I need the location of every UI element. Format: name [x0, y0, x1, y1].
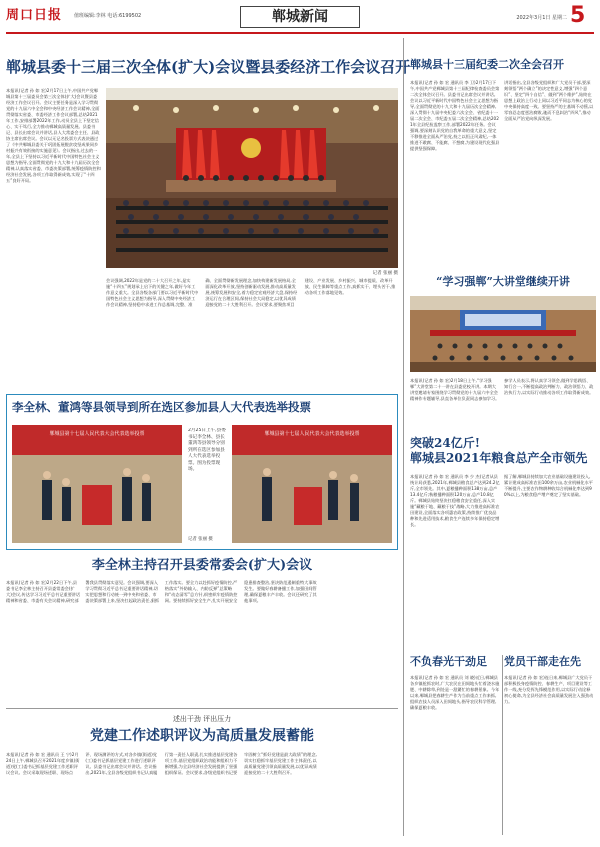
article4-body: 本报讯(记者 孙 如 宏 通讯员 李 少 杰)记者从县统计局获悉,2021年,郸城县粮食总产达到24.2亿斤,全市领先。其中,夏粮播种面积138万亩,总产13.4亿斤;秋粮播种面积120万亩,总产10.8亿斤。郸城县始终坚决扛稳粮食安全重任,深入实施“藏粮于地、藏粮于技”战略,大力推进高标准农田建设,全面落实各项惠农政策,持续推广优良品种和先进适用技术,粮食生产连续多年保持稳定增长。 [410, 474, 500, 527]
voting-scene-illustration-2 [232, 425, 392, 543]
article9-headline: 党建工作述职评议为高质量发展蓄能 [90, 728, 314, 744]
article4-headline-line2: 郸城县2021年粮食总产全市领先 [410, 451, 588, 465]
article6-headline: 李全林主持召开县委常委会(扩大)会议 [91, 558, 313, 573]
article4-headline-line1: 突破24亿斤! [410, 436, 480, 450]
newspaper-logo: 周口日报 [6, 8, 63, 23]
article7-headline: 不负春光干劲足 [410, 655, 487, 668]
column-divider-small [502, 655, 503, 835]
article1-headline: 郸城县委十三届三次全体(扩大)会议暨县委经济工作会议召开 [6, 58, 411, 76]
article5-photo2 [232, 425, 392, 543]
meeting-hall-illustration [106, 88, 398, 268]
page-number: 5 [570, 3, 586, 28]
article3-body: 本报讯(记者 孙 如 宏)2月18日上午,“学习强郸”大讲堂第二十一讲在县委党校开讲。本期大讲堂邀请专家围绕学习贯彻党的十九届六中全会精神作专题辅导,县直各单位负责同志参加学习。 [410, 378, 500, 401]
article4-body-continued: 据了解,郸城县持续加大农业基础设施建设投入,累计建成高标准农田100余万亩,农业机械化水平不断提升,主要农作物耕种收综合机械化率达到90%以上,为粮食稳产增产奠定了坚实基础。 [504, 474, 593, 497]
article6-body: 本报讯(记者 孙 如 宏)2月22日下午,县委书记李全林主持召开县委常委会(扩大)会议,传达学习习近平总书记重要讲话精神和省委、市委有关会议精神,研究部署我县贯彻落实意见。会议强调,要深入学习贯彻习近平总书记重要讲话精神,切实把思想和行动统一到中央和省委、市委决策部署上来,坚决扛起政治责任,狠抓工作落实。要全力以赴抓好疫情防控,严格落实“外防输入、内防反弹”总策略和“动态清零”总方针,织密织牢疫情防控网。要持续抓好安全生产,扎实开展安全隐患排查整治,坚决防范遏制重特大事故发生。要做好春耕备播工作,加强田间管理,确保夏粮丰产丰收。会议还研究了其他事项。 [6, 580, 317, 603]
masthead-date: 2022年3月1日 星期二 [516, 15, 567, 21]
article5-photo1-banner: 郸城县第十七届人民代表大会代表选举投票 [49, 431, 145, 437]
column-divider [403, 38, 404, 836]
lecture-hall-illustration [410, 296, 596, 372]
article2-headline: 郸城县十三届纪委二次全会召开 [410, 58, 564, 71]
article1-body-continued: 会议强调,2022年是党的二十大召开之年,是实施“十四五”规划承上启下的关键之年,做好今年工作意义重大。全县各级各部门要以习近平新时代中国特色社会主义思想为指导,深入贯彻中央经济工作会议精神,坚持稳中求进工作总基调,完整、准确、全面贯彻新发展理念,加快构建新发展格局,全面深化改革开放,坚持创新驱动发展,推动高质量发展,统筹发展和安全,着力稳定宏观经济大盘,保持经济运行在合理区间,保持社会大局稳定,以优异成绩迎接党的二十大胜利召开。会议要求,要聚焦项目建设、产业发展、乡村振兴、城市提质、改革开放、民生保障等重点工作,真抓实干、埋头苦干,推动各项工作落地见效。 [106, 278, 396, 307]
section-divider [6, 708, 398, 709]
article8-body: 本报讯(记者 孙 如 宏)连日来,郸城县广大党员干部积极投身疫情防控、春耕生产、项目建设等工作一线,充分发挥先锋模范作用,以实际行动诠释初心使命,为全县经济社会高质量发展注入强劲动力。 [504, 675, 594, 704]
article2-body: 本报讯(记者 孙 如 宏 通讯员 李 卫)2月17日下午,中国共产党郸城县第十三届纪律检查委员会第二次全体会议召开。县委书记出席会议并讲话。会议以习近平新时代中国特色社会主义思想为指导,全面贯彻党的十九大和十九届历次全会精神,深入贯彻十九届中央纪委六次全会、省纪委十一届二次全会、市纪委五届二次全会精神,总结2021年全县纪检监察工作,部署2022年任务。会议强调,要深刻认识党的自我革命的重大意义,坚定不移推进全面从严治党,持之以恒正风肃纪,一体推进不敢腐、不能腐、不想腐,为建设现代化强县提供坚强保障。 [410, 80, 500, 151]
article5-headline: 李全林、董鸿等县领导到所在选区参加县人大代表选举投票 [12, 400, 311, 414]
section-title: 郸城新闻 [240, 6, 360, 28]
voting-scene-illustration [12, 425, 182, 543]
masthead-editor-info: 值班编辑:李林 电话:6199502 [74, 13, 142, 19]
article2-body-continued: 讲话指出,全县各级党组织和广大党员干部,要深刻领悟“两个确立”的决定性意义,增强“四个意识”、坚定“四个自信”、做到“两个维护”,始终在思想上政治上行动上同以习近平同志为核心的党中央保持高度一致。要坚持严的主基调不动摇,以零容忍态度惩治腐败,驰而不息纠治“四风”,推动全面从严治党向纵深发展。 [504, 80, 594, 121]
article7-body: 本报讯(记者 孙 如 宏 通讯员 刘 晓)近日,郸城县各乡镇抢抓农时,广大农民在田间地头忙着浇水施肥、中耕除草,到处是一派繁忙的春耕景象。今年以来,郸城县把春耕生产作为当前重点工作来抓,组织农技人员深入田间地头,指导农民科学管理,确保夏粮丰收。 [410, 675, 500, 710]
article1-photo [106, 88, 398, 268]
article9-kicker: 述出干劲 评出压力 [172, 715, 232, 723]
article5-photo-credit: 记者 张丽 摄 [188, 537, 213, 542]
article1-body: 本报讯(记者 孙 如 宏)2月17日上午,中国共产党郸城县第十三届委员会第三次全体(扩大)会议暨县委经济工作会议召开。会议主要任务是深入学习贯彻党的十九届六中全会和中央经济工作会议精神,全面贯彻落实省委、市委经济工作会议部署,总结2021年工作,安排部署2022年工作,动员全县上下坚定信心、实干笃行,全力推动郸城高质量发展。县委书记、县长出席会议并讲话,县人大常委会主任、县政协主席出席会议。会议以无记名投票方式表决通过了《中共郸城县委关于巩固拓展脱贫攻坚成果同乡村振兴有效衔接的实施意见》。会议指出,过去的一年,全县上下坚持以习近平新时代中国特色社会主义思想为指导,全面贯彻党的十九大和十九届历次全会精神,认真落实省委、市委决策部署,统筹疫情防控和经济社会发展,各项工作取得新成效,实现了“十四五”良好开局。 [6, 88, 101, 183]
article9-body: 本报讯(记者 孙 如 宏 通讯员 王 宁)2月24日上午,郸城县召开2021年度乡镇(街道)党(工)委书记抓基层党建工作述职评议会议。会议采取现场述职、现场点评、现场测评的方式,对各乡镇(街道)党(工)委书记抓基层党建工作进行述职评议。县委书记出席会议并讲话。会议指出,2021年,全县各级党组织书记认真履行第一责任人职责,扎实推进基层党建各项工作,基层党组织政治功能和组织力不断增强,为全县经济社会发展提供了坚强组织保证。会议要求,各级党组织书记要牢固树立“抓好党建是最大政绩”的理念,切实扛稳抓牢基层党建工作主体责任,以高质量党建引领高质量发展,以优异成绩迎接党的二十大胜利召开。 [6, 752, 317, 775]
article3-body-continued: 参学人员表示,将认真学习领会,做到学思践悟、知行合一,不断提高政治判断力、政治领悟力、政治执行力,以实际行动推动各项工作取得新成效。 [504, 378, 594, 395]
masthead-rule [6, 32, 594, 34]
article5-photo2-banner: 郸城县第十七届人民代表大会代表选举投票 [264, 431, 360, 437]
article3-photo [410, 296, 596, 372]
article1-photo-credit: 记者 张丽 摄 [372, 271, 398, 276]
article8-headline: 党员干部走在先 [504, 655, 581, 668]
article5-caption: 2月25日上午,县委书记李全林、县长董鸿等县领导分别到所在选区参加县人大代表选举投票。图为投票现场。 [188, 428, 226, 472]
article5-photo1 [12, 425, 182, 543]
article3-headline: “学习强郸”大讲堂继续开讲 [436, 275, 570, 288]
